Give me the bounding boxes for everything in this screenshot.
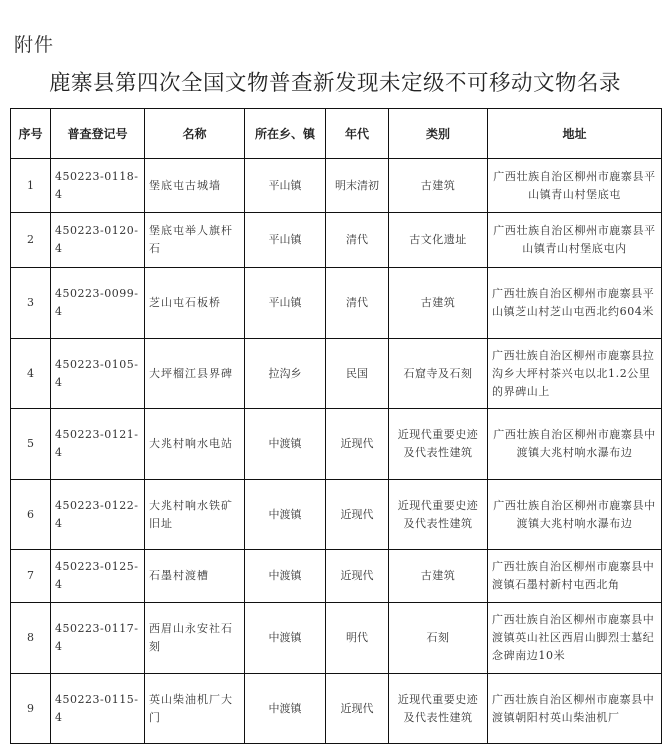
cell-category: 古建筑 [389, 550, 488, 603]
cell-name: 大兆村响水电站 [145, 409, 245, 480]
cell-reg-no: 450223-0117-4 [51, 603, 145, 674]
cell-address: 广西壮族自治区柳州市鹿寨县拉沟乡大坪村茶兴屯以北1.2公里的界碑山上 [488, 339, 662, 409]
cell-address: 广西壮族自治区柳州市鹿寨县中渡镇朝阳村英山柴油机厂 [488, 674, 662, 744]
cell-seq: 9 [11, 674, 51, 744]
cell-reg-no: 450223-0125-4 [51, 550, 145, 603]
cell-town: 中渡镇 [245, 603, 326, 674]
cell-name: 石墨村渡槽 [145, 550, 245, 603]
table-row [11, 159, 662, 213]
relics-table [10, 108, 662, 744]
cell-seq: 1 [11, 159, 51, 213]
attachment-label: 附件 [14, 34, 55, 56]
cell-category: 石窟寺及石刻 [389, 339, 488, 409]
header-era: 年代 [326, 109, 389, 159]
cell-category: 近现代重要史迹及代表性建筑 [389, 674, 488, 744]
cell-town: 平山镇 [245, 268, 326, 339]
table-row [11, 550, 662, 603]
document-title: 鹿寨县第四次全国文物普查新发现未定级不可移动文物名录 [48, 71, 621, 96]
table-row [11, 339, 662, 409]
cell-town: 中渡镇 [245, 674, 326, 744]
cell-category: 近现代重要史迹及代表性建筑 [389, 480, 488, 550]
cell-category: 石刻 [389, 603, 488, 674]
cell-town: 拉沟乡 [245, 339, 326, 409]
cell-era: 明代 [326, 603, 389, 674]
cell-name: 堡底屯古城墙 [145, 159, 245, 213]
cell-address: 广西壮族自治区柳州市鹿寨县中渡镇英山社区西眉山脚烈士墓纪念碑南边10米 [488, 603, 662, 674]
cell-address: 广西壮族自治区柳州市鹿寨县中渡镇石墨村新村屯西北角 [488, 550, 662, 603]
table-row [11, 603, 662, 674]
cell-town: 平山镇 [245, 159, 326, 213]
cell-name: 西眉山永安社石刻 [145, 603, 245, 674]
table-row [11, 409, 662, 480]
cell-town: 中渡镇 [245, 480, 326, 550]
cell-name: 芝山屯石板桥 [145, 268, 245, 339]
table-row [11, 480, 662, 550]
cell-seq: 7 [11, 550, 51, 603]
cell-seq: 8 [11, 603, 51, 674]
header-seq: 序号 [11, 109, 51, 159]
table-row [11, 268, 662, 339]
cell-category: 古建筑 [389, 268, 488, 339]
cell-reg-no: 450223-0121-4 [51, 409, 145, 480]
cell-name: 大坪榴江县界碑 [145, 339, 245, 409]
cell-seq: 5 [11, 409, 51, 480]
cell-address: 广西壮族自治区柳州市鹿寨县中渡镇大兆村响水瀑布边 [488, 409, 662, 480]
cell-era: 清代 [326, 268, 389, 339]
cell-address: 广西壮族自治区柳州市鹿寨县平山镇青山村堡底屯 [488, 159, 662, 213]
cell-seq: 3 [11, 268, 51, 339]
table-header-row [11, 109, 662, 159]
cell-category: 古建筑 [389, 159, 488, 213]
table-row [11, 674, 662, 744]
cell-reg-no: 450223-0118-4 [51, 159, 145, 213]
cell-era: 近现代 [326, 674, 389, 744]
cell-era: 近现代 [326, 480, 389, 550]
cell-address: 广西壮族自治区柳州市鹿寨县平山镇芝山村芝山屯西北约604米 [488, 268, 662, 339]
cell-category: 近现代重要史迹及代表性建筑 [389, 409, 488, 480]
header-town: 所在乡、镇 [245, 109, 326, 159]
cell-era: 近现代 [326, 550, 389, 603]
cell-reg-no: 450223-0120-4 [51, 213, 145, 268]
table-row [11, 213, 662, 268]
header-reg-no: 普查登记号 [51, 109, 145, 159]
cell-era: 清代 [326, 213, 389, 268]
cell-name: 大兆村响水铁矿旧址 [145, 480, 245, 550]
header-category: 类别 [389, 109, 488, 159]
cell-address: 广西壮族自治区柳州市鹿寨县中渡镇大兆村响水瀑布边 [488, 480, 662, 550]
cell-reg-no: 450223-0099-4 [51, 268, 145, 339]
cell-town: 中渡镇 [245, 409, 326, 480]
cell-seq: 4 [11, 339, 51, 409]
cell-era: 近现代 [326, 409, 389, 480]
cell-seq: 6 [11, 480, 51, 550]
cell-town: 平山镇 [245, 213, 326, 268]
header-name: 名称 [145, 109, 245, 159]
cell-reg-no: 450223-0115-4 [51, 674, 145, 744]
cell-seq: 2 [11, 213, 51, 268]
cell-category: 古文化遗址 [389, 213, 488, 268]
cell-address: 广西壮族自治区柳州市鹿寨县平山镇青山村堡底屯内 [488, 213, 662, 268]
header-address: 地址 [488, 109, 662, 159]
cell-reg-no: 450223-0105-4 [51, 339, 145, 409]
cell-name: 英山柴油机厂大门 [145, 674, 245, 744]
cell-town: 中渡镇 [245, 550, 326, 603]
cell-reg-no: 450223-0122-4 [51, 480, 145, 550]
cell-era: 民国 [326, 339, 389, 409]
cell-name: 堡底屯举人旗杆石 [145, 213, 245, 268]
cell-era: 明末清初 [326, 159, 389, 213]
